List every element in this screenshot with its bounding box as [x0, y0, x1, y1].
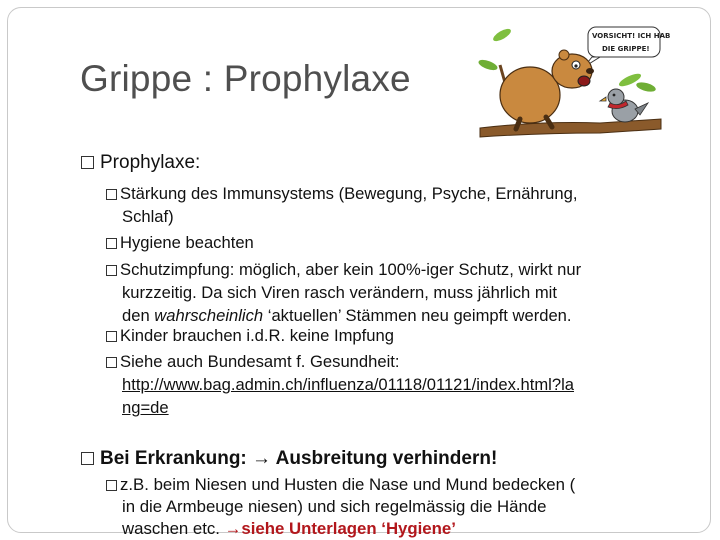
- bag-link-wrapper: [106, 373, 574, 419]
- italic-text-segment: wahrscheinlich: [154, 306, 264, 325]
- list-item-niesen: [106, 474, 575, 540]
- bag-link[interactable]: [122, 375, 574, 417]
- list-item-hygiene: [106, 231, 254, 254]
- hygiene-reference-text: →siehe Unterlagen ‘Hygiene’: [224, 519, 456, 538]
- bullet-box-icon: [81, 452, 94, 465]
- flu-cartoon-image: [480, 25, 671, 161]
- bullet-box-icon: [81, 156, 94, 169]
- list-item-bundesamt: [106, 350, 574, 419]
- section-prophylaxe-heading: [81, 152, 200, 174]
- speech-text-1: VORSICHT! ICH HAB: [592, 32, 671, 40]
- bullet-box-icon: [106, 357, 117, 368]
- list-item-text-cont: Schlaf): [122, 207, 174, 226]
- bullet-box-icon: [106, 480, 117, 491]
- list-item-text: z.B. beim Niesen und Husten die Nase und Mund bedecken (: [120, 475, 576, 494]
- bullet-box-icon: [106, 331, 117, 342]
- bullet-box-icon: [106, 265, 117, 276]
- list-item-text: Stärkung des Immunsystems (Bewegung, Psyche, Ernährung,: [120, 184, 578, 203]
- bullet-box-icon: [106, 238, 117, 249]
- list-item-text: Schutzimpfung: möglich, aber kein 100%-iger Schutz, wirkt nur: [120, 260, 582, 279]
- speech-text-2: DIE GRIPPE!: [602, 45, 650, 53]
- slide-title: Grippe : Prophylaxe: [80, 58, 411, 99]
- link-text: ng=de: [122, 398, 169, 417]
- text-segment: den: [122, 306, 155, 325]
- bullet-box-icon: [106, 189, 117, 200]
- section-prophylaxe-heading-text: Prophylaxe:: [100, 152, 201, 173]
- list-item-text: Kinder brauchen i.d.R. keine Impfung: [120, 326, 394, 345]
- list-item-schutzimpfung: [106, 258, 581, 327]
- section-erkrankung-heading: [81, 448, 497, 470]
- text-segment: ‘aktuellen’ Stämmen neu geimpft werden.: [263, 306, 572, 325]
- link-text: http://www.bag.admin.ch/influenza/01118/01121/index.html?la: [122, 375, 575, 394]
- list-item-text: Siehe auch Bundesamt f. Gesundheit:: [120, 352, 400, 371]
- section-erkrankung-heading-text: Bei Erkrankung: → Ausbreitung verhindern!: [100, 448, 498, 469]
- list-item-immunsystem: [106, 182, 577, 228]
- list-item-text-cont: kurzzeitig. Da sich Viren rasch verändern, muss jährlich mit: [122, 283, 557, 302]
- list-item-text-cont: in die Armbeuge niesen) und sich regelmässig die Hände: [122, 497, 547, 516]
- text-segment: waschen etc.: [122, 519, 225, 538]
- list-item-text-cont: [106, 518, 575, 540]
- list-item-kinder: [106, 324, 394, 347]
- list-item-text: Hygiene beachten: [120, 233, 254, 252]
